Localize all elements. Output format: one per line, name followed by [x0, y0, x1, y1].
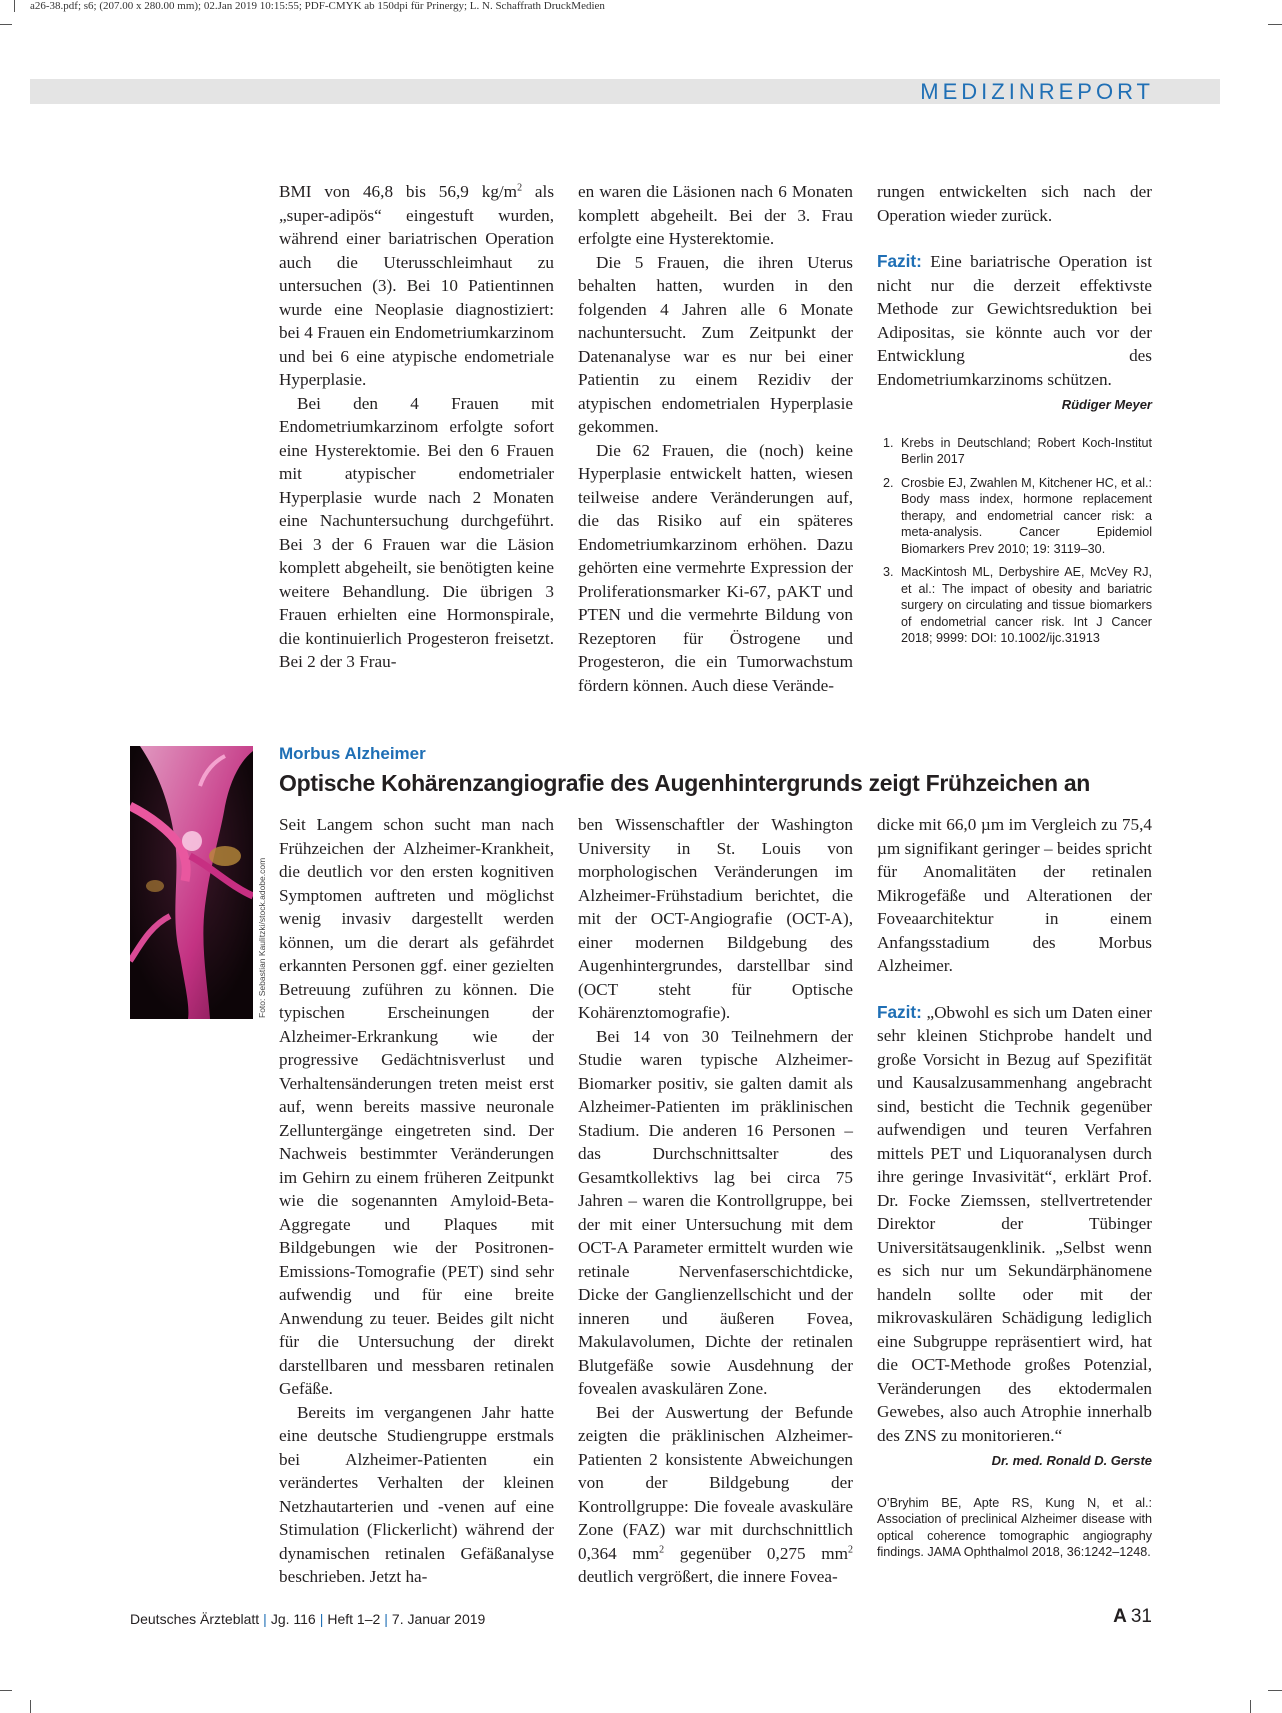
fazit-label: Fazit: [877, 251, 922, 271]
paragraph: rungen entwickelten sich nach der Operation wieder zurück. [877, 182, 1152, 225]
article2-column-2 [578, 813, 853, 1589]
fazit-label: Fazit: [877, 1001, 922, 1022]
footer-citation: Deutsches Ärzteblatt | Jg. 116 | Heft 1–2 | 7. Januar 2019 [130, 1611, 486, 1627]
reference-item: 3. MacKintosh ML, Derbyshire AE, McVey RJ, et al.: The impact of obesity and bariatric surgery on circulating and tissue biomarkers of endometrial cancer risk. Int J Cancer 2018; 9999: DOI: 10.1002/ijc.31913 [897, 564, 1152, 647]
reference-item: 1. Krebs in Deutschland; Robert Koch-Institut Berlin 2017 [897, 435, 1152, 468]
paragraph: en waren die Läsionen nach 6 Monaten komplett abgeheilt. Bei der 3. Frau erfolgte eine Hysterektomie. [578, 182, 853, 248]
article2-column-3 [877, 813, 1152, 1561]
fazit-paragraph: Fazit: „Obwohl es sich um Daten einer sehr kleinen Stichprobe handelt und große Vorsicht in Bezug auf Spezifität und Kausalzusammenhang angebracht sind, besticht die Technik gegenüber aufwendigen und teuren Verfahren mittels PET und Liquoranalysen durch ihre geringe Invasivität“, erklärt Prof. Dr. Focke Ziemssen, stellvertretender Direktor der Tübinger Universitätsaugenklinik. „Selbst wenn es sich nur um Sekundärphänomene handeln sollte oder mit der mikrovaskulären Schädigung lediglich eine Subgruppe repräsentiert wird, hat die OCT-Methode großes Potenzial, Veränderungen des ektodermalen Gewebes, also auch Atrophie innerhalb des ZNS zu monitorieren.“ [877, 1001, 1152, 1445]
reference-list [877, 435, 1152, 647]
paragraph: Bereits im vergangenen Jahr hatte eine deutsche Studiengruppe erstmals bei Alzheimer-Patienten ein verändertes Verhalten der kleinen Netzhautarterien und -venen auf eine Stimulation (Flickerlicht) während der dynamischen retinalen Gefäßanalyse beschrieben. Jetzt ha- [279, 1402, 554, 1586]
paragraph: Bei den 4 Frauen mit Endometriumkarzinom erfolgte sofort eine Hysterektomie. Bei den 6 Frauen mit atypischer endometrialer Hyperplasie wurde nach 2 Monaten eine Nachuntersuchung durchgeführt. Bei 3 der 6 Frauen war die Läsion komplett abgeheilt, sie benötigten keine weitere Behandlung. Die übrigen 3 Frauen erhielten eine Hormonspirale, die kontinuierlich Progesteron freisetzt. Bei 2 der 3 Frau- [279, 393, 554, 671]
crop-mark [0, 1690, 12, 1691]
paragraph: ben Wissenschaftler der Washington University in St. Louis von morphologischen Veränderungen im Alzheimer-Frühstadium berichtet, die mit der OCT-Angiografie (OCT-A), einer modernen Bildgebung des Augenhintergrundes, darstellbar sind (OCT steht für Optische Kohärenztomografie). [578, 815, 853, 1022]
article2-column-1 [279, 813, 554, 1589]
fazit-paragraph: Fazit: Eine bariatrische Operation ist nicht nur die derzeit effektivste Methode zur Gewichtsreduktion bei Adipositas, sie könnte auch vor der Entwicklung des Endometriumkarzinoms schützen. [877, 251, 1152, 389]
paragraph: dicke mit 66,0 µm im Vergleich zu 75,4 µm signifikant geringer – beides spricht für Anomalitäten der retinalen Mikrogefäße und Alterationen der Foveaarchitektur in einem Anfangsstadium des Morbus Alzheimer. [877, 815, 1152, 975]
crop-mark [1250, 1700, 1251, 1713]
crop-mark [0, 24, 12, 25]
section-label: MEDIZINREPORT [920, 79, 1154, 104]
article-headline: Optische Kohärenzangiografie des Augenhintergrunds zeigt Frühzeichen an [279, 770, 1091, 796]
issue-date: 7. Januar 2019 [391, 1611, 486, 1627]
journal-name: Deutsches Ärzteblatt [130, 1611, 260, 1627]
article1-column-3 [877, 180, 1152, 654]
author-byline: Rüdiger Meyer [1061, 397, 1152, 412]
paragraph: Seit Langem schon sucht man nach Frühzeichen der Alzheimer-Krankheit, die deutlich vor den ersten kognitiven Symptomen auftreten und möglichst wenig invasiv dargestellt werden können, um die derart als gefährdet erkannten Personen ggf. einer gezielten Betreuung zuführen zu können. Die typischen Erscheinungen der Alzheimer-Erkrankung wie der progressive Gedächtnisverlust und Verhaltensänderungen treten meist erst auf, wenn bereits massive neuronale Zelluntergänge eingetreten sind. Der Nachweis bestimmter Veränderungen im Gehirn zu einem früheren Zeitpunkt wie die sogenannten Amyloid-Beta-Aggregate und Plaques mit Bildgebungen wie der Positronen-Emissions-Tomografie (PET) sind sehr aufwendig und für eine breite Anwendung zu teuer. Beides gilt nicht für die Untersuchung der direkt darstellbaren und messbaren retinalen Gefäße. [279, 815, 554, 1398]
page-number: A 31 [1113, 1606, 1152, 1627]
author-byline: Dr. med. Ronald D. Gerste [991, 1453, 1152, 1468]
paragraph: BMI von 46,8 bis 56,9 $kg/m^2$ als „super-adipös“ eingestuft wurden, während einer bariatrischen Operation auch die Uterusschleimhaut zu untersuchen (3). Bei 10 Patientinnen wurde eine Neoplasie diagnostiziert: bei 4 Frauen ein Endometriumkarzinom und bei 6 eine atypische endometriale Hyperplasie. [279, 182, 555, 389]
photo-credit: Foto: Sebastian Kaulitzki/stock.adobe.com [257, 857, 267, 1018]
paragraph: Bei 14 von 30 Teilnehmern der Studie waren typische Alzheimer-Biomarker positiv, sie galten damit als Alzheimer-Patienten im präklinischen Stadium. Die anderen 16 Personen – das Durchschnittsalter des Gesamtkollektivs lag bei circa 75 Jahren – waren die Kontrollgruppe, bei der mit einer Untersuchung mit dem OCT-A Parameter ermittelt wurden wie retinale Nervenfaserschichtdicke, Dicke der Ganglienzellschicht und der inneren und äußeren Fovea, Makulavolumen, Dichte der retinalen Blutgefäße sowie Ausdehnung der fovealen avaskulären Zone. [578, 1026, 853, 1398]
reference-item: O’Bryhim BE, Apte RS, Kung N, et al.: Association of preclinical Alzheimer disease with optical coherence tomographic angiography findings. JAMA Ophthalmol 2018, 36:1242–1248. [877, 1495, 1152, 1559]
article-kicker: Morbus Alzheimer [279, 744, 426, 763]
print-slug: a26-38.pdf; s6; (207.00 x 280.00 mm); 02.Jan 2019 10:15:55; PDF-CMYK ab 150dpi für Prinergy; L. N. Schaffrath DruckMedien [30, 0, 605, 12]
crop-mark [14, 0, 15, 12]
paragraph: Bei der Auswertung der Befunde zeigten die präklinischen Alzheimer-Patienten 2 konsistente Abweichungen von der Bildgebung der Kontrollgruppe: Die foveale avaskuläre Zone (FAZ) war mit durchschnittlich 0,364 $mm^2$ gegenüber 0,275 $mm^2$ deutlich vergrößert, die innere Fovea- [578, 1402, 853, 1586]
article1-column-2 [578, 180, 853, 697]
crop-mark [1268, 1690, 1282, 1691]
alzheimer-neuron-photo [130, 746, 253, 1019]
volume: Jg. 116 [270, 1611, 316, 1627]
paragraph: Die 62 Frauen, die (noch) keine Hyperplasie entwickelt hatten, wiesen teilweise andere Veränderungen auf, die das Risiko auf ein späteres Endometriumkarzinom erhöhen. Dazu gehörten eine vermehrte Expression der Proliferationsmarker Ki-67, pAKT und PTEN und die vermehrte Bildung von Rezeptoren für Östrogene und Progesteron, die ein Tumorwachstum fördern können. Auch diese Verände- [578, 440, 853, 695]
crop-mark [1268, 24, 1282, 25]
reference-item: 2. Crosbie EJ, Zwahlen M, Kitchener HC, et al.: Body mass index, hormone replacement therapy, and endometrial cancer risk: a meta-analysis. Cancer Epidemiol Biomarkers Prev 2010; 19: 3119–30. [897, 475, 1152, 558]
crop-mark [30, 1700, 31, 1713]
issue: Heft 1–2 [327, 1611, 381, 1627]
paragraph: Die 5 Frauen, die ihren Uterus behalten hatten, wurden in den folgenden 4 Jahren alle 6 Monate nachuntersucht. Zum Zeitpunkt der Datenanalyse war es nur bei einer Patientin zu einem Rezidiv der atypischen endometrialen Hyperplasie gekommen. [578, 252, 853, 436]
article1-column-1 [279, 180, 554, 674]
